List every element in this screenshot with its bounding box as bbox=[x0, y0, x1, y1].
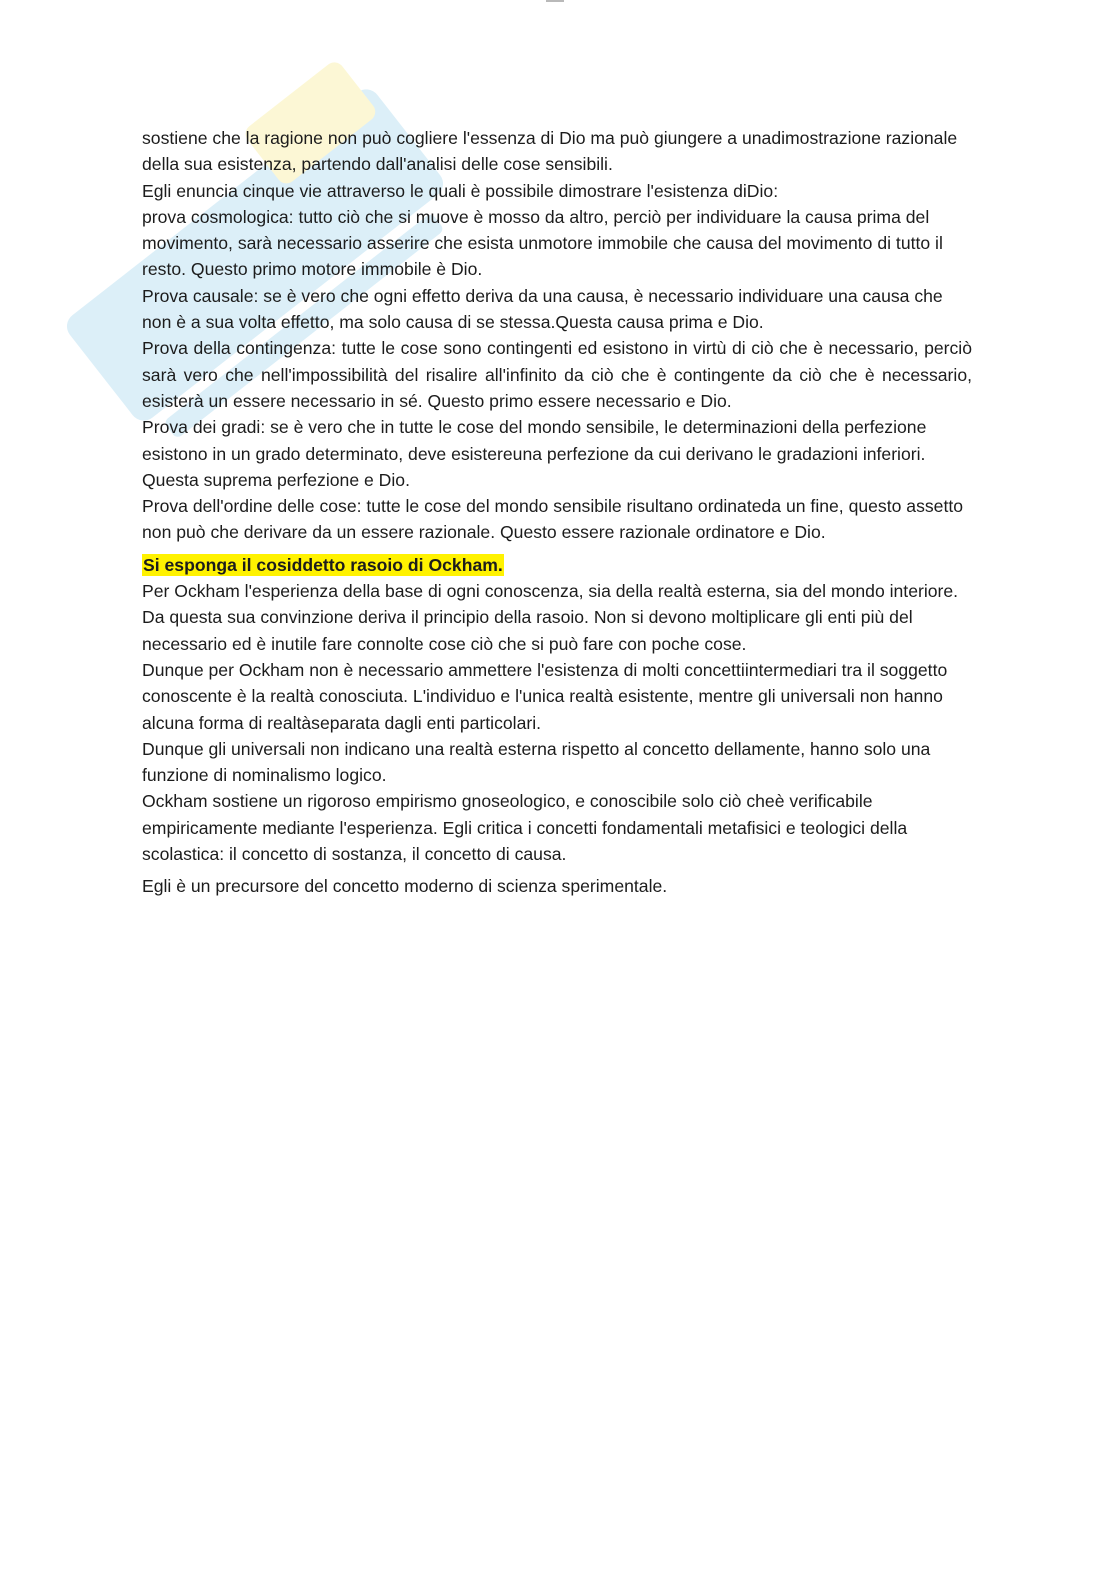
paragraph-universals: Dunque gli universali non indicano una realtà esterna rispetto al concetto dellamente, hanno solo una funzione di nominalismo logico. bbox=[142, 738, 931, 786]
paragraph-degrees: Prova dei gradi: se è vero che in tutte le cose del mondo sensibile, le determinazioni della perfezione esistono in un grado determinato, deve esistereuna perfezione da cui derivano le gradazioni inferiori. Questa suprema perfezione e Dio. bbox=[142, 417, 927, 490]
paragraph-ockham-concepts: Dunque per Ockham non è necessario ammettere l'esistenza di molti concettiintermediari tra il soggetto conoscente è la realtà conosciuta. L'individuo e l'unica realtà esistente, mentre gli universali non hanno alcuna forma di realtàseparata dagli enti particolari. bbox=[142, 659, 948, 733]
paragraph-causal: Prova causale: se è vero che ogni effetto deriva da una causa, è necessario individuare una causa che non è a sua volta effetto, ma solo causa di se stessa.Questa causa prima e Dio. bbox=[142, 285, 943, 333]
paragraph-five-ways: Egli enuncia cinque vie attraverso le quali è possibile dimostrare l'esistenza diDio: bbox=[142, 180, 779, 201]
paragraph-ockham-experience: Per Ockham l'esperienza della base di ogni conoscenza, sia della realtà esterna, sia del mondo interiore. Da questa sua convinzione deriva il principio della rasoio. Non si devono moltiplicare gli enti più del necessario ed è inutile fare connolte cose ciò che si può fare con poche cose. bbox=[142, 581, 959, 654]
paragraph-cosmological: prova cosmologica: tutto ciò che si muove è mosso da altro, perciò per individuare la causa prima del movimento, sarà necessario asserire che esista unmotore immobile che causa del movimento di tutto il resto. Questo primo motore immobile è Dio. bbox=[142, 206, 943, 280]
paragraph-order: Prova dell'ordine delle cose: tutte le cose del mondo sensibile risultano ordinateda un fine, questo assetto non può che derivare da un essere razionale. Questo essere razionale ordinatore e Dio. bbox=[142, 496, 964, 543]
paragraph-intro: sostiene che la ragione non può cogliere l'essenza di Dio ma può giungere a unadimostrazione razionale della sua esistenza, partendo dall'analisi delle cose sensibili. bbox=[142, 128, 958, 175]
heading-wrapper bbox=[142, 552, 972, 578]
document-body bbox=[142, 125, 972, 900]
paragraph-contingency: Prova della contingenza: tutte le cose sono contingenti ed esistono in virtù di ciò che è necessario, perciò sarà vero che nell'impossibilità del risalire all'infinito da ciò che è contingente da ciò che è necessario, esisterà un essere necessario in sé. Questo primo essere necessario e Dio. bbox=[142, 338, 972, 411]
paragraph-empiricism: Ockham sostiene un rigoroso empirismo gnoseologico, e conoscibile solo ciò cheè verificabile empiricamente mediante l'esperienza. Egli critica i concetti fondamentali metafisici e teologici della scolastica: il concetto di sostanza, il concetto di causa. bbox=[142, 791, 908, 865]
paragraph-precursor: Egli è un precursore del concetto moderno di scienza sperimentale. bbox=[142, 876, 668, 897]
section-heading: Si esponga il cosiddetto rasoio di Ockham. bbox=[143, 554, 503, 575]
page-top-mark bbox=[546, 0, 564, 2]
